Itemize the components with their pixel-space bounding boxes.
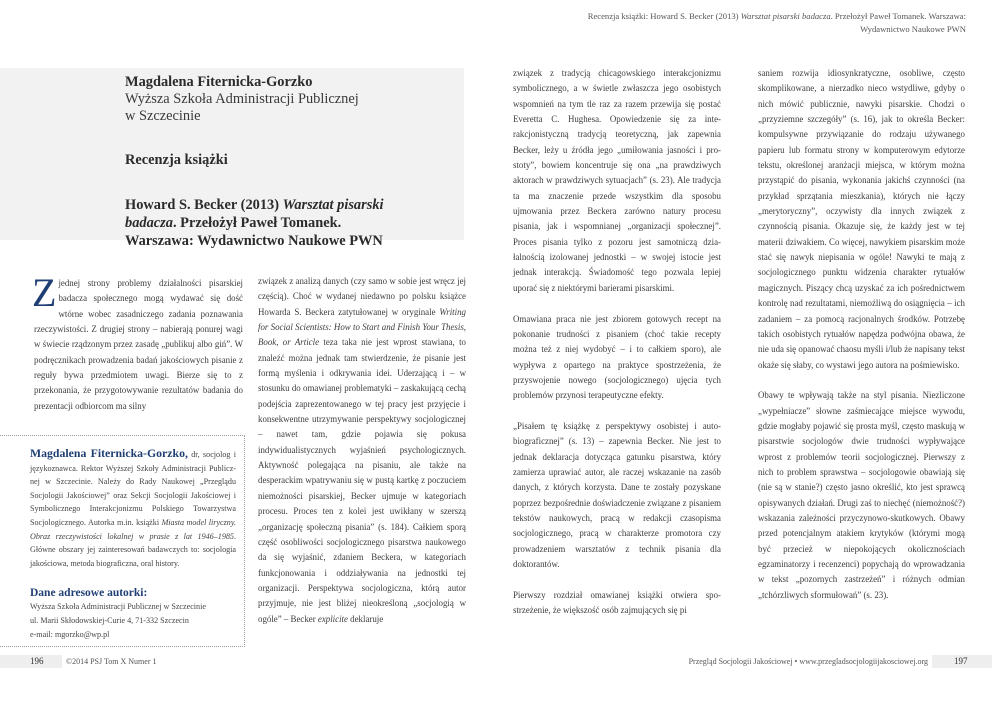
running-header-text: Recenzja książki: Howard S. Becker (2013) bbox=[587, 11, 741, 21]
book-title-part2: badacza bbox=[125, 215, 173, 231]
title-inner bbox=[125, 74, 455, 250]
intro-text: jednej strony problemy działalności pisarskiej badacza społecznego mogą wydawać się dość wtórne wobec zasadniczego zadania poznawania rzeczywistości. Z drugiej strony – nabierają ponurej wagi w świecie rządzonym przez zasadę „publikuj albo giń”. W podręcznikach prowadzenia badań jakościowych pisanie z reguły bywa przedmiotem uwagi. Bierze się to z przekonania, że przygotowywanie rezultatów badania do prezentacji odbiorcom ma silny bbox=[34, 278, 243, 411]
paragraph: Omawiana praca nie jest zbiorem gotowych recept na pokonanie trudności z pisaniem (choć takie recepty można też z niej wydobyć – i to całkiem sporo), ale wypływa z opartego na praktyce spostrzeżenia, że przyswojenie nowego (socjologicznego) ujęcia tych problemów przynosi terapeutyczne efekty. bbox=[513, 313, 721, 401]
book-author-year: Howard S. Becker (2013) bbox=[125, 197, 283, 213]
intro-paragraph bbox=[32, 270, 243, 414]
bio-author-name: Magdalena Fiternicka-Gorzko, bbox=[30, 446, 188, 460]
right-column-1 bbox=[513, 66, 721, 618]
right-column-2 bbox=[758, 66, 965, 603]
paragraph: Obawy te wpływają także na styl pisania. Niezliczone „wypełniacze” słowne zaśmiecające miejsce wywodu, gdzie mogłaby pojawić się prosta myśl, często maskują w pisarstwie socjologów dwie trudności wypływające wprost z problemów teorii socjologicznej. Pierwszy z nich to problem sprawstwa – socjologowie obawiają się (nie są w stanie?) często jasno określić, kto jest sprawcą opisywanych działań. Drugi zaś to niechęć (niemożność?) wskazania zależności przyczynowo-skutkowych. Obawy przed potencjalnym atakiem krytyków (którymi mogą być przecież w niepokojących okolicznościach egzaminatorzy i recenzenci) popychają do wprowadzania w tekst „pozornych zastrzeżeń” i różnych odmian „tchórzliwych sformułowań” (s. 23). bbox=[758, 390, 965, 600]
bio-text1: dr, socjolog i językoznawca. Rektor Wyższej Szkoły Administracji Publicznej w Szczecinie. Należy do Rady Naukowej „Przeglądu Socjologii Jakościowej” oraz Sekcji Socjologii Jakościowej i Symbolicznego Interakcjonizmu Polskiego Towarzystwa Socjologicznego. Autorka m.in. książki bbox=[30, 450, 236, 527]
paragraph-text: teza taka nie jest wprost stawiana, to znaleźć można jednak tam stwierdzenie, że pisanie jest formą myślenia i odkrywania idei. Uderzającą i – w stosunku do omawianej problematyki – zaskakującą cechą podejścia zaprezentowanego w tej pracy jest przyjęcie i konsekwentne utrzymywanie perspektywy socjologicznej – nawet tam, gdzie pojawia się pokusa indywidualistycznych wyjaśnień psychologicznych. Aktywność polegająca na pisaniu, ale także na desperackim wpatrywaniu się w pustą kartkę z poczuciem niemożności pisarskiej, Becker ujmuje w kategoriach procesu. Proces ten z kolei jest uwikłany w szerszą „organizację społeczną pisania” (s. 184). Całkiem sporą część osobliwości socjologicznego pisarstwa naukowego da się wyjaśnić, zdaniem Beckera, w kategoriach funkcjonowania i oddziaływania na jednostki tej organizacji. Perspektywa socjologiczna, którą autor przyjmuje, nie jest bliżej nieokreśloną „socjologią w ogóle” – Becker bbox=[258, 337, 466, 624]
book-translator: . Przełożył Paweł Tomanek. bbox=[172, 215, 342, 231]
address-street: ul. Marii Skłodowskiej-Curie 4, 71-332 Szczecin bbox=[30, 615, 189, 625]
dropcap: Z bbox=[32, 270, 57, 315]
paragraph bbox=[258, 274, 466, 627]
book-reference bbox=[125, 196, 455, 250]
author-affiliation-line1: Wyższa Szkoła Administracji Publicznej bbox=[125, 91, 359, 107]
paragraph: saniem rozwija idiosynkratyczne, osobliwe, często skomplikowane, a nierzadko nieco wstydliwe, gdyby o nich mówić publicznie, nawyki pisarskie. Chodzi o „przyziemne szczegóły” (s. 16), jak to określa Becker: kompulsywne przywiązanie do rodzaju używanego papieru lub formatu strony w komputerowym edytorze tekstu, określonej aranżacji miejsca, w którym można przystąpić do pisania, wykonania jakichś czynności (na przykład sprzątania mieszkania), których nie łączy „merytoryczny”, oczywisty dla innych związek z czynnością pisania. Okazuje się, że każdy jest w tej materii dziwakiem. Co więcej, nawykiem pisarskim może stać się nawyk niepisania w ogóle! Nawyki te mają z socjologicznego punktu widzenia charakter rytuałów magicznych. Piszący chcą uzyskać za ich pośrednictwem kontrolę nad rezultatami, niemożliwą do osiągnięcia – ich zadaniem – za pomocą racjonalnych środków. Potrzebę takich osobistych rytuałów napędza podwójna obawa, że nie uda się opanować chaosu myśli i/lub że napisany tekst okaże się słaby, co wystawi jego autora na pośmiewisko. bbox=[758, 68, 965, 370]
paragraph-text: deklaruje bbox=[347, 613, 384, 624]
page-number-right bbox=[932, 655, 992, 668]
article-type: Recenzja książki bbox=[125, 152, 228, 168]
running-header-text: . Przełożył Paweł Tomanek. Warszawa: bbox=[830, 11, 966, 21]
author-bio-box bbox=[0, 435, 245, 647]
book-title-part1: Warsztat pisarski bbox=[282, 197, 384, 213]
page-number-left bbox=[0, 655, 62, 668]
original-title: Writing for Social Scientists: How to Start and Finish Your Thesis, Book, or Article bbox=[258, 306, 466, 348]
paragraph: Pierwszy rozdział omawianej książki otwiera spostrzeżenie, że większość osób zajmujących się pi bbox=[513, 589, 721, 616]
bio-text2: . Główne obszary jej zainteresowań badawczych to: socjologia jakościowa, metoda biograficzna, oral history. bbox=[30, 531, 236, 568]
address-institution: Wyższa Szkoła Administracji Publicznej w Szczecinie bbox=[30, 602, 206, 612]
paragraph: „Pisałem tę książkę z perspektywy osobistej i autobiograficznej” (s. 13) – zapewnia Becker. Nie jest to jednak deklaracja dotycząca gatunku pisarstwa, który zamierza uprawiać autor, ale raczej wskazanie na zasób danych, z których korzysta. Dane te zostały pozyskane poprzez bezpośrednie doświadczenie związane z pisaniem tekstów naukowych, pracą w redakcji czasopisma socjologicznego, pracą w charakterze promotora czy prowadzeniem warsztatów z technik pisania dla doktorantów. bbox=[513, 420, 721, 569]
right-page bbox=[496, 0, 992, 701]
footer-left: ©2014 PSJ Tom X Numer 1 bbox=[66, 657, 157, 666]
bio-book-title: Miasta model liryczny. Obraz rzeczywistości lokalnej w prasie z lat 1946–1985 bbox=[30, 517, 236, 541]
address-title: Dane adresowe autorki: bbox=[30, 587, 148, 600]
author-affiliation-line2: w Szczecinie bbox=[125, 108, 201, 124]
title-block bbox=[0, 68, 464, 249]
running-header bbox=[526, 10, 966, 36]
left-column-2 bbox=[258, 274, 466, 627]
page-number-text: 197 bbox=[954, 656, 968, 666]
footer-right[interactable]: Przegląd Socjologii Jakościowej • www.przegladsocjologiijakosciowej.org bbox=[688, 657, 928, 666]
left-column-1 bbox=[32, 270, 243, 414]
page-number-text: 196 bbox=[30, 656, 44, 666]
address-email[interactable]: e-mail: mgorzko@wp.pl bbox=[30, 629, 110, 639]
book-publisher: Warszawa: Wydawnictwo Naukowe PWN bbox=[125, 233, 383, 249]
italic-term: explicite bbox=[317, 613, 348, 624]
bio-paragraph bbox=[30, 447, 236, 570]
paragraph: związek z tradycją chicagowskiego interakcjonizmu symbolicznego, a w świetle zwłaszcza jego osobistych wspomnień na tym tle raz za razem przewija się postać Everetta C. Hughesa. Opowiedzenie się za interakcjonistyczną tradycją teoretyczną, jak zapewnia Becker, leży u źródła jego „umiłowania jasności i prostoty”, bowiem koncentruje się ona „na prawdziwych aktorach w prawdziwych sytuacjach” (s. 23). Ale tradycja ta ma znaczenie przede wszystkim dla sposobu ujmowania przez Beckera zarówno natury procesu pisania, jak i wspomnianej „organizacji społecznej”. Proces pisania tylko z pozoru jest samotniczą działalnością izolowanej jednostki – w swojej istocie jest jednak interakcją. Świadomość tego pozwala lepiej uporać się z niektórymi barierami pisarskimi. bbox=[513, 68, 721, 293]
author-bio bbox=[30, 447, 236, 641]
running-header-publisher: Wydawnictwo Naukowe PWN bbox=[860, 24, 966, 34]
paragraph-text: związek z analizą danych (czy samo w sobie jest wręcz jej częścią). Choć w wydanej niedawno po polsku książce Howarda S. Beckera zatytułowanej w oryginale bbox=[258, 276, 466, 317]
running-header-title: Warsztat pisarski badacza bbox=[740, 11, 831, 21]
author-name: Magdalena Fiternicka-Gorzko bbox=[125, 74, 313, 90]
